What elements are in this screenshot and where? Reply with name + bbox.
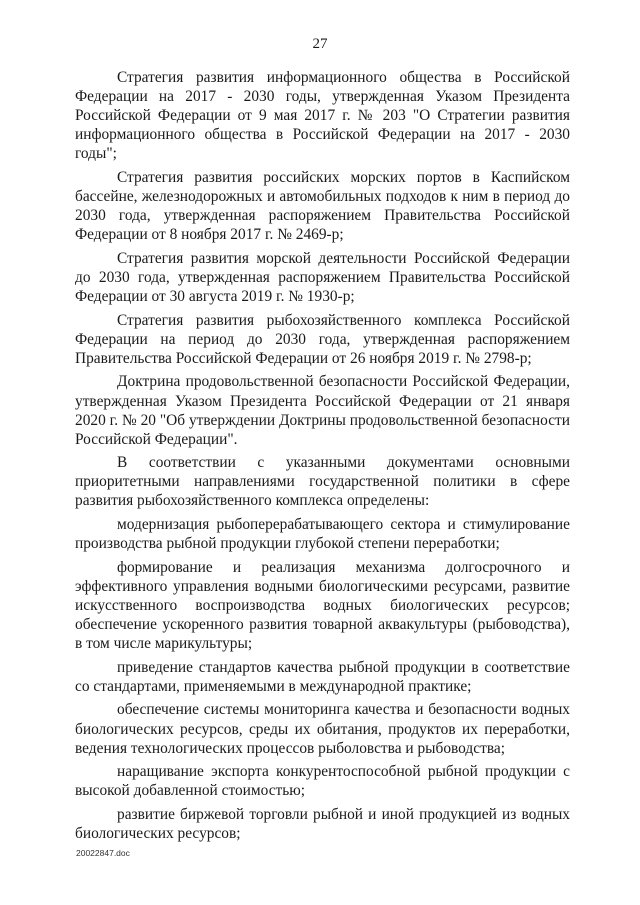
- list-item-monitoring-system: обеспечение системы мониторинга качества и безопасности водных биологических ресурсов, среды их обитания, продуктов их переработки, ведения технологических процессов рыболовства и рыбоводства;: [75, 701, 570, 757]
- paragraph-food-security-doctrine: Доктрина продовольственной безопасности Российской Федерации, утвержденная Указом Президента Российской Федерации от 21 января 2020 г. № 20 "Об утверждении Доктрины продовольственной безопасности Российской Федерации".: [75, 373, 570, 448]
- list-item-resource-management: формирование и реализация механизма долгосрочного и эффективного управления водными биологическими ресурсами, развитие искусственного воспроизводства водных биологических ресурсов; обеспечение ускоренного развития товарной аквакультуры (рыбоводства), в том числе марикультуры;: [75, 558, 570, 653]
- list-item-modernization: модернизация рыбоперерабатывающего сектора и стимулирование производства рыбной продукции глубокой степени переработки;: [75, 516, 570, 553]
- paragraph-strategy-maritime-activity: Стратегия развития морской деятельности Российской Федерации до 2030 года, утвержденная распоряжением Правительства Российской Федерации от 30 августа 2019 г. № 1930-р;: [75, 249, 570, 306]
- list-item-exchange-trading: развитие биржевой торговли рыбной и иной продукцией из водных биологических ресурсов;: [75, 805, 570, 842]
- paragraph-strategy-fishery-complex: Стратегия развития рыбохозяйственного комплекса Российской Федерации на период до 2030 года, утвержденная распоряжением Правительства Российской Федерации от 26 ноября 2019 г. № 2798-р;: [75, 311, 570, 367]
- paragraph-strategy-caspian-ports: Стратегия развития российских морских портов в Каспийском бассейне, железнодорожных и автомобильных подходов к ним в период до 2030 года, утвержденная распоряжением Правительства Российской Федерации от 8 ноября 2017 г. № 2469-р;: [75, 168, 570, 244]
- list-item-export-growth: наращивание экспорта конкурентоспособной рыбной продукции с высокой добавленной стоимостью;: [75, 763, 570, 800]
- document-body: [75, 68, 570, 848]
- paragraph-priority-directions-intro: В соответствии с указанными документами основными приоритетными направлениями государственной политики в сфере развития рыбохозяйственного комплекса определены:: [75, 454, 570, 510]
- footer-filename: 20022847.doc: [76, 848, 130, 858]
- list-item-quality-standards: приведение стандартов качества рыбной продукции в соответствие со стандартами, применяемыми в международной практике;: [75, 658, 570, 695]
- paragraph-strategy-information-society: Стратегия развития информационного общества в Российской Федерации на 2017 - 2030 годы, утвержденная Указом Президента Российской Федерации от 9 мая 2017 г. № 203 "О Стратегии развития информационного общества в Российской Федерации на 2017 - 2030 годы";: [75, 69, 570, 163]
- page-number: 27: [312, 36, 328, 52]
